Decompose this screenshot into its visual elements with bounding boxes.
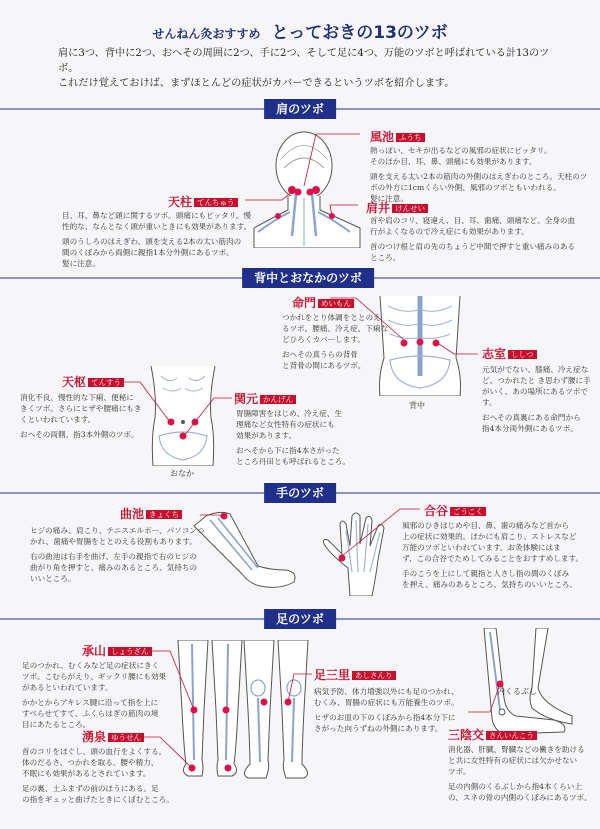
- point-name: 足三里: [314, 668, 351, 682]
- text-line: 髪に注意。: [370, 194, 408, 203]
- text-line: の、スネの骨の内側のくぼみにあるツボ。: [448, 793, 592, 802]
- text-line: 指4本分両外側にあるツボ。: [482, 424, 578, 433]
- text-line: 病気予防、体力増強以外にも足のつかれ、: [314, 687, 459, 696]
- text-line: おへその真裏にある命門から: [482, 413, 581, 422]
- text-line: 性的な、なんとなく頭が重いときにも効果があります。: [62, 222, 252, 231]
- text-line: 胃腸障害をはじめ、冷え症、生: [236, 409, 343, 418]
- intro-line: 肩に3つ、背中に2つ、おへその周囲に2つ、手に2つ、そして足に4つ、万能のツボと呼ばれている計13のツボ。: [58, 48, 550, 74]
- section-label: 手のツボ: [264, 483, 336, 503]
- point-reading: ゆうせん: [108, 733, 144, 742]
- text-line: おへその両側、指3本外側のツボ。: [20, 430, 139, 439]
- point-title-shouzan: [82, 642, 152, 659]
- point-text-ashisanri: [314, 686, 459, 734]
- text-line: 曲がり角を押すと、痛みのあるところ、気持ちの: [30, 563, 198, 572]
- point-name: 天柱: [168, 195, 193, 209]
- point-reading: あしさんり: [352, 671, 396, 680]
- intro-line: これだけ覚えておけば、まずほとんどの症状がカバーできるというツボを紹介します。: [58, 78, 455, 89]
- text-line: 不眠にも効果があるとされています。: [22, 769, 151, 778]
- text-line: の指をギュッと曲げたときにくぼむところ。: [22, 795, 174, 804]
- text-line: きくツボ。さらにヒザや腰痛にもき: [20, 404, 142, 413]
- text-line: おへその真うらの背骨: [282, 350, 358, 359]
- text-line: かかとからアキレス腱に沿って指を上に: [22, 698, 159, 707]
- caption-back: 背中: [409, 401, 425, 410]
- text-line: ヒザのお皿の下のくぼみから指4本分下に: [314, 713, 456, 722]
- text-line: かれ、歯痛や胃腸をととのえる役割もあります。: [30, 537, 197, 546]
- text-line: 元気がでない、膝痛、冷え症な: [482, 365, 589, 374]
- point-title-ashisanri: [314, 666, 396, 683]
- text-line: るツボ。腰痛、冷え症、下痢な: [282, 324, 389, 333]
- point-text-saninkou: [448, 744, 592, 803]
- text-line: くといわれています。: [20, 415, 96, 424]
- text-line: 足の内側のくるぶしから指4本くらい上: [448, 782, 582, 791]
- text-line: と共に女性特有の症状には欠かせない: [448, 756, 578, 765]
- section-label: 背中とおなかのツボ: [242, 268, 374, 288]
- text-line: さがった向うずねの外側にあります。: [314, 724, 443, 733]
- text-line: ず、この合谷でためしてみることをおすすめします。: [402, 554, 584, 563]
- text-line: と背骨の間にあるツボ。: [282, 361, 366, 370]
- page-subtitle: せんねん灸おすすめ: [152, 27, 261, 41]
- point-name: 肩井: [366, 201, 391, 215]
- text-line: 行がよくなるので冷え症にも効果があります。: [370, 227, 529, 236]
- text-line: 万能のツボといわれています。お灸体験にはま: [402, 543, 561, 552]
- text-line: ところ丹田とも呼ばれるところ。: [236, 457, 350, 466]
- point-name: 命門: [292, 296, 317, 310]
- point-title-yusen: [82, 728, 144, 745]
- section-label: 肩のツボ: [264, 99, 336, 119]
- text-line: ツボ。: [448, 767, 471, 776]
- point-name: 志室: [482, 347, 507, 361]
- text-line: 頭のうしろのはえぎわ、頭を支える2本の太い筋肉の: [62, 237, 242, 246]
- text-line: 首のコリをほぐし、頭の血行をよくする。: [22, 747, 167, 756]
- text-line: 足の裏、土ふまずの前のほうにある。足: [22, 784, 159, 793]
- point-name: 風池: [370, 130, 395, 144]
- text-line: ヒジの痛み、肩こり、テニスエルボー、パソコンつ: [30, 526, 205, 535]
- text-line: があるといわれています。: [22, 683, 113, 692]
- point-text-shouzan: [22, 660, 166, 730]
- text-line: 理痛など女性特有の症状にも: [236, 420, 335, 429]
- text-line: すべらせてすて、ふくらはぎの筋肉の境: [22, 709, 159, 718]
- text-line: ど、つかれたと き思わず腰に手: [482, 376, 591, 385]
- text-line: そのほか目、耳、鼻、頭痛にも効果があります。: [370, 157, 537, 166]
- point-name: 承山: [82, 644, 107, 658]
- point-reading: ふうち: [396, 133, 425, 142]
- point-reading: てんちゅう: [194, 198, 238, 207]
- point-text-yusen: [22, 746, 174, 805]
- text-line: つかれをとり体調をととのえ: [282, 313, 381, 322]
- text-line: おへそから下に指4本さがった: [236, 446, 340, 455]
- point-reading: きょくち: [146, 510, 182, 519]
- point-name: 天枢: [62, 375, 87, 389]
- point-reading: てんすう: [88, 378, 124, 387]
- point-reading: さんいんこう: [486, 731, 537, 740]
- text-line: ツボ。こむらがえり、ギックリ腰にも効果: [22, 672, 167, 681]
- text-line: がいく、あの場所にあるツボです。: [482, 387, 589, 407]
- point-name: 合谷: [424, 504, 449, 518]
- point-name: 関元: [234, 392, 259, 406]
- text-line: 上の症状に効果的。ほかにも肩こり、ストレスなど: [402, 532, 577, 541]
- text-line: 頭を支える太い2本の筋肉の外側のはえぎわのところ。天柱のツ: [370, 172, 588, 181]
- text-line: 首のつけ根と肩の先のちょうど中間で押すと重い痛みのある: [370, 242, 576, 251]
- text-line: 右の曲池は右手を曲げ、左手の親指で右のヒジの: [30, 552, 197, 561]
- text-line: 足のつかれ、むくみなど足の症状にきく: [22, 661, 160, 670]
- text-line: 消化不良、慢性的な下痢、便秘に: [20, 393, 134, 402]
- text-line: 目、耳、鼻など頭に関するツボ。頭痛にもピッタリ。慢: [62, 211, 252, 220]
- text-line: 体のだるさ、つかれを取る。腰や精力、: [22, 758, 159, 767]
- text-line: むくみ、胃腸の症状にも万能養生のツボ。: [314, 698, 459, 707]
- point-reading: ししつ: [508, 350, 537, 359]
- point-name: 曲池: [120, 507, 145, 521]
- text-line: 目にあたるところ。: [22, 720, 91, 729]
- text-line: 消化器、肝臓、腎臓などの働きを助ける: [448, 745, 585, 754]
- point-name: 湧泉: [82, 730, 107, 744]
- text-line: 効果があります。: [236, 431, 297, 440]
- point-reading: かんげん: [260, 395, 296, 404]
- caption-ankle: 内くるぶし: [497, 687, 537, 696]
- text-line: 首や肩のコリ、寝違え、目、耳、歯痛、頭痛など。全身の血: [370, 216, 576, 225]
- page-title: とっておきの13のツボ: [271, 23, 448, 43]
- text-line: 熱っぽい、セキが出るなどの風邪の症状にピッタリ。: [370, 146, 552, 155]
- text-line: どひろくカバーします。: [282, 335, 365, 344]
- text-line: 手のこうを上にして親指と人さし指の間のくぼみ: [402, 569, 570, 578]
- text-line: いいところ。: [30, 574, 76, 583]
- point-title-saninkou: [448, 726, 537, 743]
- point-reading: めいもん: [318, 299, 354, 308]
- caption-belly: おなか: [170, 469, 194, 478]
- text-line: を押え、痛みのあるところ、気持ちのいいところ。: [402, 580, 578, 589]
- text-line: 髪に注意。: [62, 259, 100, 268]
- point-reading: ごうこく: [450, 507, 486, 516]
- text-line: 間のくぼみから両側に親指1本分外側にあるツボ。: [62, 248, 234, 257]
- section-label: 足のツボ: [264, 609, 336, 629]
- text-line: 風邪のひきはじめや目、鼻、歯の痛みなど首から: [402, 521, 570, 530]
- point-reading: しょうざん: [108, 647, 152, 656]
- point-name: 三陰交: [448, 728, 485, 742]
- text-line: ところ。: [370, 253, 401, 262]
- text-line: ボの外方に1cmくらい外側、風邪のツボともいわれる。: [370, 183, 561, 192]
- point-reading: けんせい: [392, 204, 428, 213]
